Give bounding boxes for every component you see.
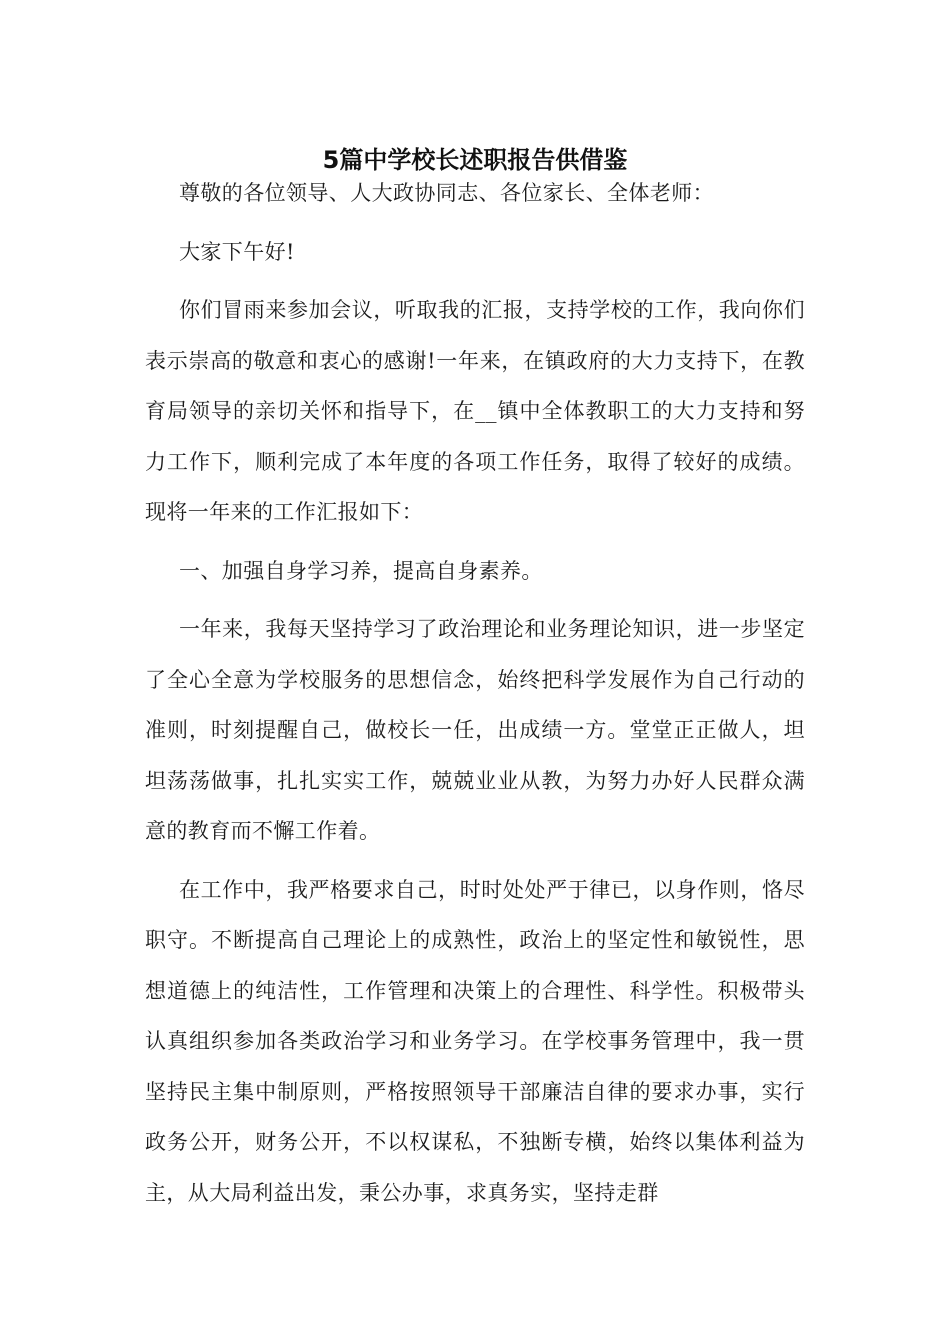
document-body <box>145 168 805 1226</box>
intro-paragraph: 你们冒雨来参加会议，听取我的汇报，支持学校的工作，我向你们表示崇高的敬意和衷心的感谢!一年来，在镇政府的大力支持下，在教育局领导的亲切关怀和指导下，在__镇中全体教职工的大力支持和努力工作下，顺利完成了本年度的各项工作任务，取得了较好的成绩。现将一年来的工作汇报如下： <box>145 298 805 524</box>
body-paragraph: 一年来，我每天坚持学习了政治理论和业务理论知识，进一步坚定了全心全意为学校服务的思想信念，始终把科学发展作为自己行动的准则，时刻提醒自己，做校长一任，出成绩一方。堂堂正正做人，坦坦荡荡做事，扎扎实实工作，兢兢业业从教，为努力办好人民群众满意的教育而不懈工作着。 <box>145 617 805 843</box>
section-heading-1: 一、加强自身学习养，提高自身素养。 <box>179 558 543 583</box>
greeting-paragraph: 大家下午好! <box>179 239 295 264</box>
salutation-paragraph: 尊敬的各位领导、人大政协同志、各位家长、全体老师： <box>179 181 714 205</box>
body-paragraph: 在工作中，我严格要求自己，时时处处严于律已，以身作则，恪尽职守。不断提高自己理论上的成熟性，政治上的坚定性和敏锐性，思想道德上的纯洁性，工作管理和决策上的合理性、科学性。积极带头认真组织参加各类政治学习和业务学习。在学校事务管理中，我一贯坚持民主集中制原则，严格按照领导干部廉洁自律的要求办事，实行政务公开，财务公开，不以权谋私，不独断专横，始终以集体利益为主，从大局利益出发，秉公办事，求真务实，坚持走群 <box>145 877 805 1205</box>
document-title: 5篇中学校长述职报告供借鉴 <box>322 146 628 174</box>
